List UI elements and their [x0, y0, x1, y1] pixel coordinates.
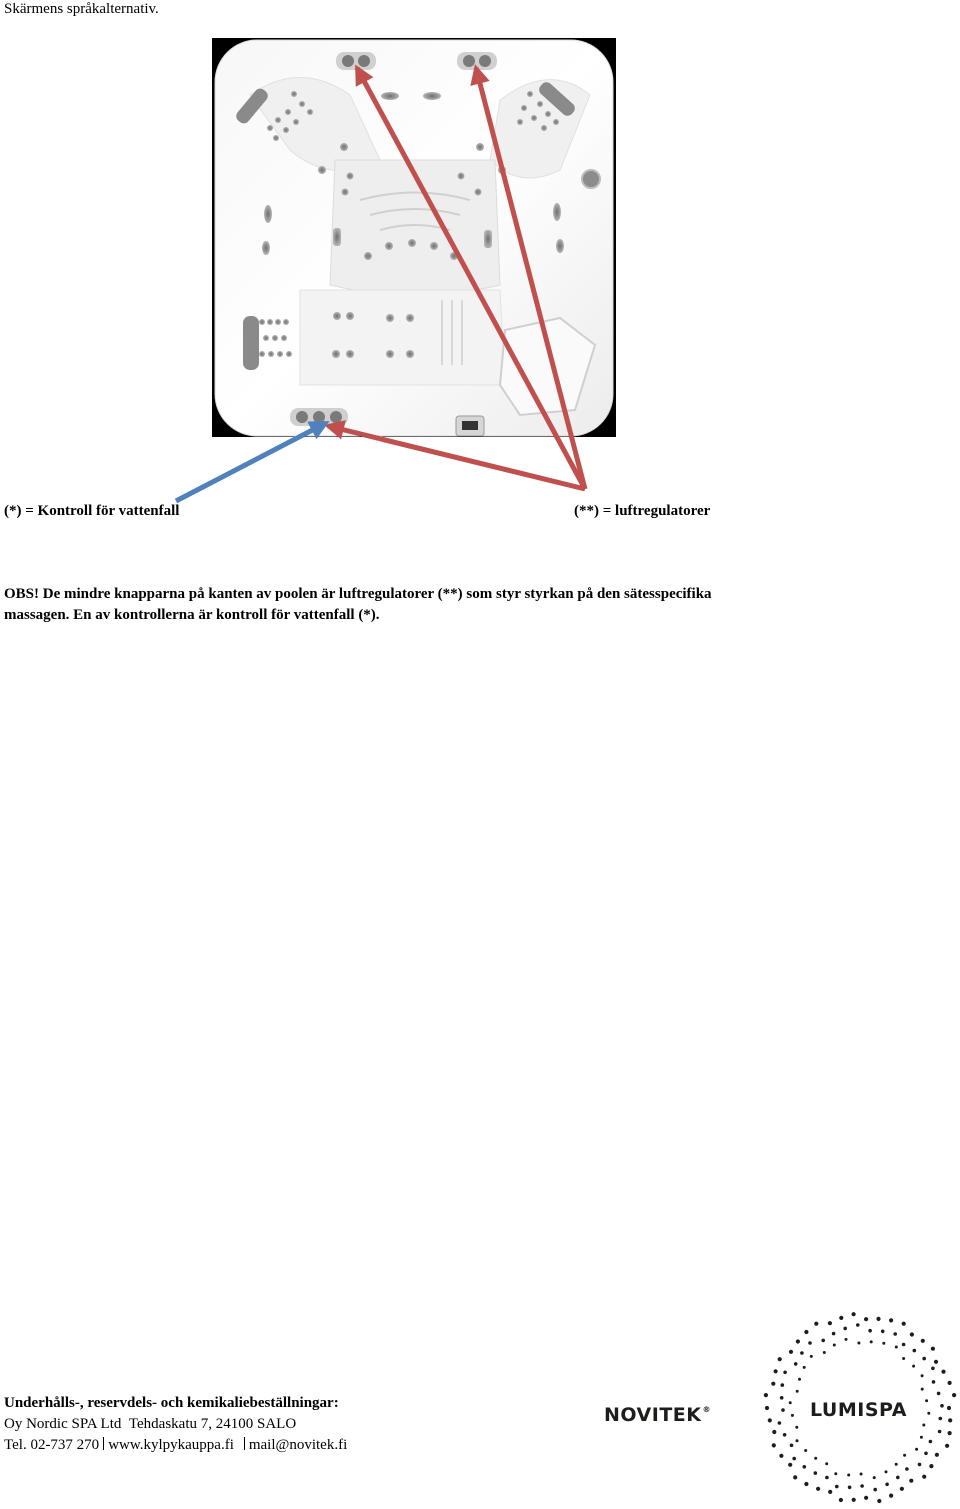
logo-dot: [828, 1490, 832, 1494]
logo-dot: [814, 1457, 817, 1460]
logo-dot: [800, 1351, 804, 1355]
legend-air-regulators: (**) = luftregulatorer: [574, 503, 711, 519]
legend-waterfall: (*) = Kontroll för vattenfall: [4, 503, 180, 519]
logo-dot: [922, 1424, 925, 1427]
logo-dot: [834, 1472, 837, 1475]
logo-dot: [832, 1332, 836, 1336]
logo-dot: [885, 1483, 889, 1487]
logo-dot: [808, 1341, 812, 1345]
logo-dot: [798, 1378, 801, 1381]
logo-dot: [913, 1349, 917, 1353]
logo-dot: [780, 1396, 784, 1400]
logo-dot: [781, 1383, 785, 1387]
footer-address-row: [4, 1414, 347, 1435]
document-header: Skärmens språkalternativ.: [4, 1, 159, 17]
logo-dot: [804, 1330, 808, 1334]
footer-heading: Underhålls-, reservdels- och kemikaliebeställningar:: [4, 1395, 339, 1411]
logo-dot: [895, 1463, 898, 1466]
logo-dot: [948, 1418, 952, 1422]
logo-dot: [931, 1367, 935, 1371]
logo-dot: [768, 1418, 772, 1422]
logo-dot: [889, 1318, 893, 1322]
logo-dot: [938, 1430, 942, 1434]
logo-dot: [896, 1476, 900, 1480]
logo-dot: [881, 1330, 885, 1334]
logo-dot: [945, 1444, 949, 1448]
logo-dot: [912, 1365, 915, 1368]
logo-dot: [918, 1463, 922, 1467]
logo-dot: [823, 1351, 826, 1354]
logo-dot: [804, 1449, 807, 1452]
logo-dot: [915, 1448, 918, 1451]
logo-dot: [870, 1340, 873, 1343]
logo-dot: [902, 1343, 906, 1347]
logo-dot: [852, 1498, 856, 1502]
logo-dot: [790, 1444, 794, 1448]
website-link[interactable]: www.kylpykauppa.fi: [108, 1437, 234, 1453]
logo-dot: [810, 1355, 813, 1358]
logo-dot: [828, 1321, 832, 1325]
logo-dot: [922, 1475, 926, 1479]
logo-dot: [931, 1347, 935, 1351]
footwell: [300, 290, 505, 385]
logo-dot: [783, 1433, 787, 1437]
logo-dot: [925, 1399, 928, 1402]
logo-dot: [909, 1479, 913, 1483]
logo-dot: [882, 1342, 885, 1345]
logo-dot: [772, 1430, 776, 1434]
logo-dot: [922, 1357, 926, 1361]
note-paragraph: [4, 584, 904, 626]
logo-dot: [796, 1390, 799, 1393]
phone-number: Tel. 02-737 270: [4, 1437, 100, 1453]
logo-dot: [793, 1475, 797, 1479]
logo-dot: [905, 1467, 909, 1471]
logo-dot: [873, 1476, 876, 1479]
logo-dot: [835, 1485, 839, 1489]
logo-dot: [825, 1476, 829, 1480]
note-line: massagen. En av kontrollerna är kontroll för vattenfall (*).: [4, 607, 380, 623]
logo-dot: [796, 1339, 800, 1343]
logo-dot: [791, 1414, 794, 1417]
logo-dot: [921, 1339, 925, 1343]
logo-dot: [788, 1463, 792, 1467]
logo-dot: [920, 1436, 923, 1439]
spa-diagram: [0, 0, 960, 560]
logo-dot: [796, 1439, 799, 1442]
logo-dot: [921, 1388, 924, 1391]
logo-dot: [772, 1443, 776, 1447]
logo-dot: [889, 1494, 893, 1498]
logo-dot: [934, 1360, 938, 1364]
logo-dot: [771, 1382, 775, 1386]
logo-dot: [857, 1342, 860, 1345]
logo-dot: [937, 1392, 941, 1396]
logo-dot: [935, 1453, 939, 1457]
logo-dot: [804, 1482, 808, 1486]
logo-dot: [764, 1393, 768, 1397]
logo-dot: [948, 1381, 952, 1385]
logo-dot: [848, 1486, 852, 1490]
logo-dot: [864, 1496, 868, 1500]
headrest: [243, 316, 259, 370]
air-regulator-bottom: [290, 408, 348, 426]
logo-dot: [778, 1357, 782, 1361]
logo-dot: [900, 1487, 904, 1491]
novitek-logo: NOVITEK®: [604, 1404, 711, 1426]
logo-dot: [895, 1346, 898, 1349]
control-panel: [456, 416, 484, 436]
logo-dot: [803, 1366, 806, 1369]
logo-dot: [814, 1471, 818, 1475]
logo-dot: [860, 1484, 864, 1488]
logo-dot: [839, 1316, 843, 1320]
logo-dot: [929, 1464, 933, 1468]
air-regulator-top-left: [336, 52, 376, 70]
logo-dot: [927, 1412, 930, 1415]
logo-dot: [816, 1487, 820, 1491]
logo-dot: [921, 1374, 924, 1377]
logo-dot: [902, 1322, 906, 1326]
logo-dot: [856, 1323, 860, 1327]
logo-dot: [873, 1488, 877, 1492]
logo-dot: [852, 1312, 856, 1316]
lumispa-logo: LUMISPA: [810, 1399, 907, 1421]
logo-dot: [868, 1329, 872, 1333]
logo-dot: [814, 1322, 818, 1326]
logo-dot: [864, 1317, 868, 1321]
logo-dot: [778, 1421, 782, 1425]
logo-dot: [893, 1332, 897, 1336]
logo-dot: [845, 1338, 848, 1341]
logo-dot: [821, 1339, 825, 1343]
logo-dot: [947, 1406, 951, 1410]
company-address: Tehdaskatu 7, 24100 SALO: [128, 1416, 297, 1432]
logo-dot: [825, 1462, 828, 1465]
company-name: Oy Nordic SPA Ltd: [4, 1416, 122, 1432]
logo-dot: [839, 1498, 843, 1502]
logo-dot: [910, 1332, 914, 1336]
logo-dot: [792, 1457, 796, 1461]
logo-dot: [781, 1408, 785, 1412]
logo-dot: [789, 1350, 793, 1354]
logo-dot: [847, 1474, 850, 1477]
logo-dot: [795, 1426, 798, 1429]
logo-dot: [924, 1452, 928, 1456]
logo-dot: [932, 1380, 936, 1384]
logo-dot: [876, 1317, 880, 1321]
logo-dot: [948, 1431, 952, 1435]
logo-dot: [765, 1406, 769, 1410]
logo-dot: [779, 1454, 783, 1458]
filter-cover: [582, 170, 600, 188]
logo-dot: [794, 1362, 798, 1366]
air-regulator-top-right: [457, 52, 497, 70]
logo-dot: [774, 1369, 778, 1373]
logo-dot: [903, 1454, 906, 1457]
logo-dot: [940, 1404, 944, 1408]
logo-dot: [789, 1401, 792, 1404]
email-link[interactable]: mail@novitek.fi: [248, 1437, 348, 1453]
note-line: OBS! De mindre knapparna på kanten av poolen är luftregulatorer (**) som styr styrkan på den sätesspecifika: [4, 586, 712, 602]
logo-dot: [941, 1370, 945, 1374]
logo-dot: [939, 1417, 943, 1421]
logo-dot: [877, 1499, 881, 1503]
footer-contact: [4, 1393, 347, 1456]
logo-dot: [885, 1470, 888, 1473]
logo-dot: [860, 1473, 863, 1476]
logo-dot: [783, 1371, 787, 1375]
footer-contact-row: [4, 1435, 347, 1456]
logo-dot: [833, 1344, 836, 1347]
logo-dot: [843, 1327, 847, 1331]
logo-dot: [952, 1393, 956, 1397]
logo-dot: [902, 1357, 905, 1360]
logo-dot: [803, 1465, 807, 1469]
logo-dot: [929, 1440, 933, 1444]
